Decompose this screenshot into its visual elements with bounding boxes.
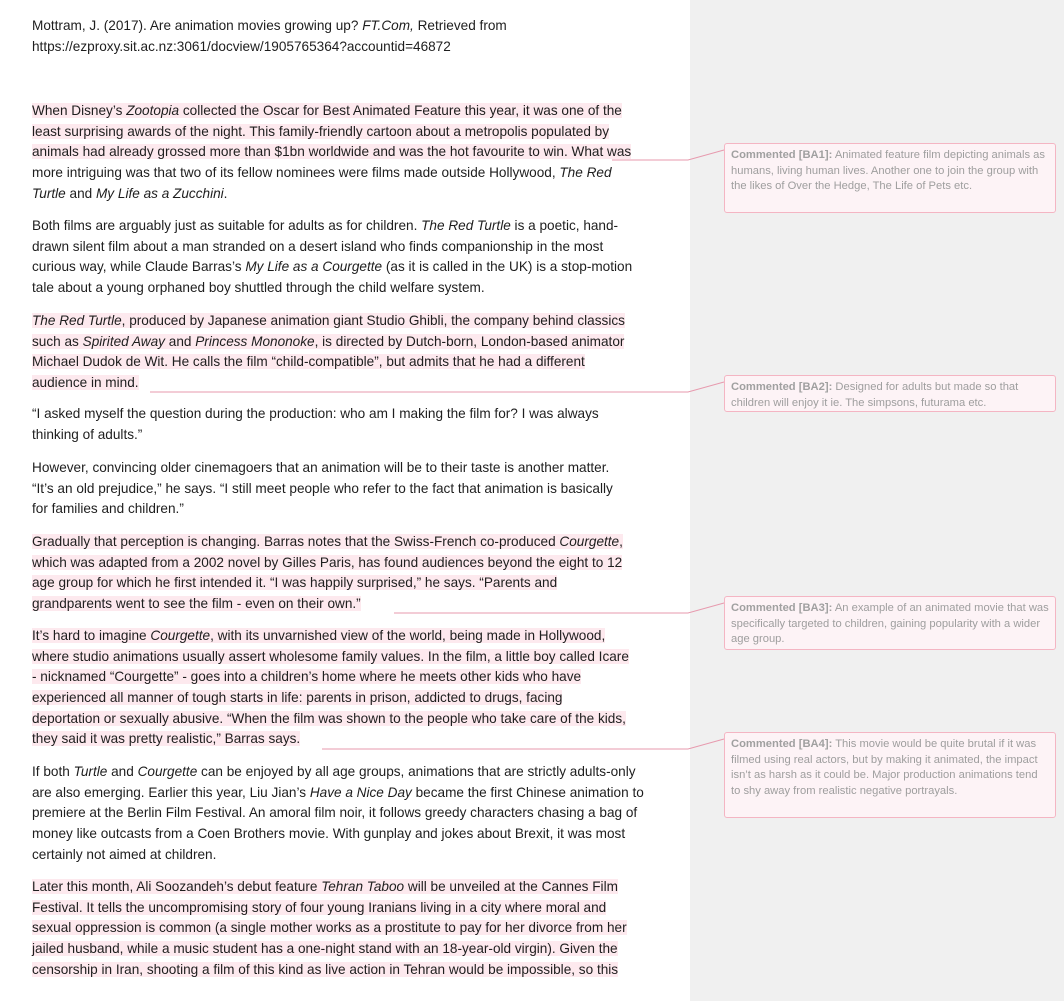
italic-title: The Red Turtle: [32, 313, 122, 328]
comment-highlight: [32, 920, 627, 935]
paragraph-6: [32, 532, 684, 615]
paragraph-1: [32, 101, 684, 204]
text-line: [32, 216, 684, 237]
comment-ba1[interactable]: [724, 143, 1056, 213]
comment-label: Commented [BA1]:: [731, 149, 833, 161]
comment-highlight: [32, 103, 622, 118]
text-line: [32, 688, 684, 709]
text-run: and: [164, 333, 196, 349]
text-run: censorship in Iran, shooting a film of this kind as live action in Tehran would be impossible, so this: [32, 961, 619, 977]
text-run: they said it was pretty realistic,” Barras says.: [32, 731, 301, 747]
text-run: grandparents went to see the film - even on their own.”: [32, 596, 361, 612]
reference-line-1: Mottram, J. (2017). Are animation movies growing up? FT.Com, Retrieved from: [32, 18, 507, 33]
text-line: [32, 532, 684, 553]
text-run: audience in mind.: [32, 375, 139, 391]
text-run: When Disney’s: [32, 103, 127, 118]
text-run: and: [107, 764, 138, 779]
text-line: [32, 918, 684, 939]
text-line: [32, 458, 684, 479]
text-line: [32, 594, 684, 615]
text-run: curious way, while Claude Barras’s: [32, 259, 246, 275]
reference-url[interactable]: https://ezproxy.sit.ac.nz:3061/docview/1905765364?accountid=46872: [32, 38, 451, 54]
text-line: [32, 877, 684, 898]
text-line: [32, 237, 684, 258]
paragraph-8: [32, 762, 684, 865]
comment-highlight: [32, 596, 361, 611]
comment-highlight: [32, 731, 300, 746]
text-run: Gradually that perception is changing. Barras notes that the Swiss-French co-produced: [32, 534, 560, 549]
text-run: , with its unvarnished view of the world, being made in Hollywood,: [210, 628, 606, 643]
italic-title: Courgette: [559, 534, 620, 549]
paragraph-2: [32, 216, 684, 299]
text-line: [32, 626, 684, 647]
comment-highlight: [32, 690, 562, 705]
text-run: jailed husband, while a music student has a one-night stand with an 18-year-old virgin). Given the: [32, 941, 618, 957]
text-line: [32, 425, 684, 446]
italic-title: Princess Mononoke: [195, 333, 315, 349]
italic-title: Turtle: [73, 764, 108, 779]
comment-highlight: [32, 575, 557, 590]
text-run: If both: [32, 764, 74, 779]
text-run: age group for which he first intended it. “I was happily surprised,” he says. “Parents and: [32, 575, 558, 591]
comment-text: Animated feature film depicting animals as humans, living human lives. Another one to join the group with the likes of Over the Hedge, The Life of Pets etc.: [731, 149, 1045, 193]
text-run: least surprising awards of the night. This family-friendly cartoon about a metropolis populated by: [32, 123, 610, 139]
italic-title: The Red: [559, 165, 612, 181]
italic-title: Tehran Taboo: [321, 879, 405, 894]
text-run: can be enjoyed by all age groups, animations that are strictly adults-only: [197, 764, 636, 779]
paragraph-3: [32, 311, 684, 394]
comment-text: Designed for adults but made so that children will enjoy it ie. The simpsons, futurama etc.: [731, 381, 1019, 409]
italic-title: My Life as a Zucchini: [95, 185, 224, 201]
text-run: are also emerging. Earlier this year, Liu Jian’s: [32, 784, 310, 800]
paragraph-9: [32, 877, 684, 980]
text-line: [32, 257, 684, 278]
comment-highlight: [32, 711, 626, 726]
text-line: [32, 824, 684, 845]
text-run: where studio animations usually assert wholesome family values. In the film, a little boy called Icare: [32, 648, 629, 664]
text-run: , is directed by Dutch-born, London-based animator: [314, 333, 625, 349]
comment-highlight: [32, 628, 605, 643]
text-run: thinking of adults.”: [32, 426, 143, 442]
text-run: - nicknamed “Courgette” - goes into a children’s home where he meets other kids who have: [32, 669, 582, 685]
comment-highlight: [32, 124, 609, 139]
text-run: such as: [32, 333, 83, 349]
text-line: [32, 373, 684, 394]
text-run: , produced by Japanese animation giant Studio Ghibli, the company behind classics: [121, 313, 625, 328]
text-run: Both films are arguably just as suitable for adults as for children.: [32, 218, 422, 233]
comment-label: Commented [BA4]:: [731, 738, 833, 750]
text-run: money like outcasts from a Coen Brothers movie. With gunplay and jokes about Brexit, it was most: [32, 826, 626, 842]
text-line: [32, 311, 684, 332]
text-line: [32, 573, 684, 594]
text-run: became the first Chinese animation to: [411, 784, 644, 800]
text-run: “I asked myself the question during the production: who am I making the film for? I was always: [32, 406, 599, 421]
text-line: [32, 278, 684, 299]
comment-highlight: [32, 313, 625, 328]
text-line: [32, 184, 684, 205]
text-run: (as it is called in the UK) is a stop-motion: [382, 259, 633, 275]
comment-highlight: [32, 649, 629, 664]
paragraph-4: [32, 404, 684, 445]
comment-highlight: [32, 669, 581, 684]
text-line: [32, 729, 684, 750]
text-line: [32, 479, 684, 500]
italic-title: Spirited Away: [82, 333, 165, 349]
text-line: [32, 783, 684, 804]
text-run: more intriguing was that two of its fellow nominees were films made outside Hollywood,: [32, 165, 560, 181]
text-run: for families and children.”: [32, 501, 184, 517]
text-line: [32, 404, 684, 425]
text-line: [32, 845, 684, 866]
text-line: [32, 142, 684, 163]
text-run: premiere at the Berlin Film Festival. An amoral film noir, it follows greedy characters chasing a bag of: [32, 805, 638, 821]
text-line: [32, 709, 684, 730]
text-run: tale about a young orphaned boy shuttled through the child welfare system.: [32, 280, 485, 296]
comment-highlight: [32, 555, 622, 570]
comment-ba3[interactable]: [724, 596, 1056, 650]
text-run: It’s hard to imagine: [32, 628, 151, 643]
text-line: [32, 332, 684, 353]
italic-title: Courgette: [137, 764, 198, 779]
text-run: deportation or sexually abusive. “When the film was shown to the people who take care of the kids,: [32, 710, 626, 726]
text-line: [32, 163, 684, 184]
text-run: “It’s an old prejudice,” he says. “I still meet people who refer to the fact that animation is basically: [32, 480, 613, 496]
text-run: is a poetic, hand-: [510, 218, 619, 233]
text-line: [32, 553, 684, 574]
comment-highlight: [32, 900, 606, 915]
text-line: [32, 122, 684, 143]
text-run: Later this month, Ali Soozandeh’s debut feature: [32, 879, 322, 894]
text-run: animals had already grossed more than $1bn worldwide and was the hot favourite to win. What was: [32, 144, 632, 160]
comment-highlight: [32, 144, 631, 159]
text-run: will be unveiled at the Cannes Film: [404, 879, 618, 894]
text-run: ,: [619, 534, 623, 549]
text-line: [32, 647, 684, 668]
text-line: [32, 101, 684, 122]
text-line: [32, 939, 684, 960]
text-line: [32, 499, 684, 520]
reference-citation: [32, 16, 684, 57]
paragraph-7: [32, 626, 684, 750]
comment-highlight: [32, 354, 585, 369]
text-line: [32, 762, 684, 783]
comment-highlight: [32, 962, 618, 977]
text-run: .: [223, 185, 228, 201]
paragraph-5: [32, 458, 684, 520]
comment-highlight: [32, 334, 624, 349]
comment-highlight: [32, 941, 618, 956]
comment-label: Commented [BA2]:: [731, 381, 833, 393]
italic-title: Zootopia: [126, 103, 180, 118]
text-run: Michael Dudok de Wit. He calls the film “child-compatible”, but admits that he had a different: [32, 354, 585, 370]
comment-highlight: [32, 879, 618, 894]
italic-title: Have a Nice Day: [309, 784, 412, 800]
text-line: [32, 352, 684, 373]
comment-highlight: [32, 534, 623, 549]
text-line: [32, 960, 684, 981]
comment-highlight: [32, 375, 139, 390]
text-run: sexual oppression is common (a single mother works as a prostitute to pay for her divorce from her: [32, 920, 627, 936]
text-run: drawn silent film about a man stranded on a desert island who finds companionship in the most: [32, 238, 604, 254]
italic-title: Courgette: [150, 628, 211, 643]
italic-title: My Life as a Courgette: [245, 259, 383, 275]
comment-ba2[interactable]: [724, 375, 1056, 412]
text-run: collected the Oscar for Best Animated Feature this year, it was one of the: [179, 103, 622, 118]
text-run: certainly not aimed at children.: [32, 846, 217, 862]
text-run: Festival. It tells the uncompromising story of four young Iranians living in a city where moral and: [32, 899, 607, 915]
italic-title: The Red Turtle: [421, 218, 511, 233]
italic-title: Turtle: [32, 185, 66, 201]
comment-label: Commented [BA3]:: [731, 602, 833, 614]
text-run: experienced all manner of tough starts in life: parents in prison, addicted to drugs, facing: [32, 690, 563, 706]
comment-text: An example of an animated movie that was specifically targeted to children, gaining popularity with a wider age group.: [731, 602, 1049, 646]
text-run: However, convincing older cinemagoers that an animation will be to their taste is another matter.: [32, 460, 610, 475]
comment-text: This movie would be quite brutal if it was filmed using real actors, but by making it animated, the impact isn’t as harsh as it could be. Major production animations tend to shy away from realistic negative portrayals.: [731, 738, 1038, 797]
text-run: which was adapted from a 2002 novel by Gilles Paris, has found audiences beyond the eight to 12: [32, 554, 623, 570]
text-line: [32, 803, 684, 824]
text-line: [32, 667, 684, 688]
text-run: and: [65, 185, 96, 201]
text-line: [32, 898, 684, 919]
comment-ba4[interactable]: [724, 732, 1056, 818]
